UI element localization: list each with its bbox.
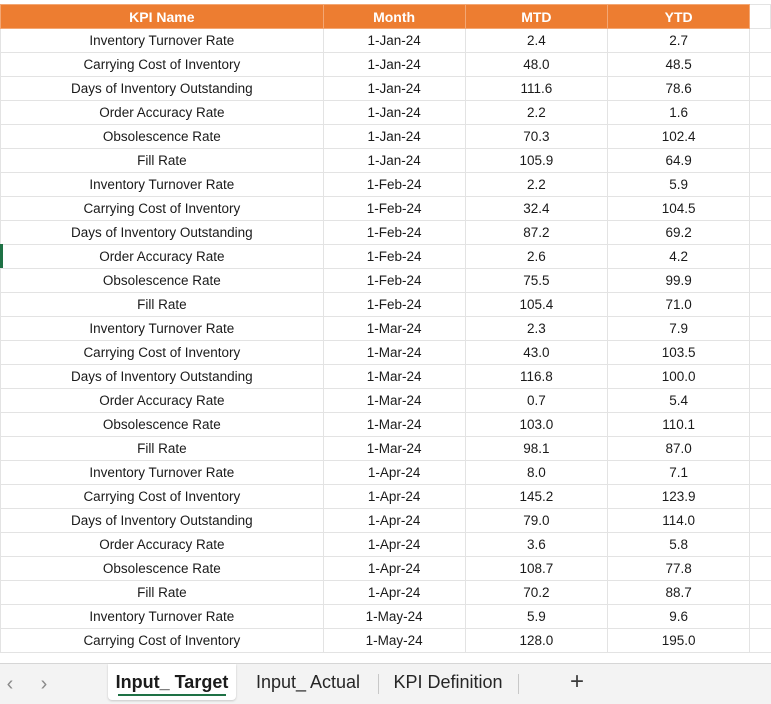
empty-cell[interactable] (750, 365, 771, 389)
kpi-name-cell[interactable]: Carrying Cost of Inventory (1, 341, 324, 365)
empty-cell[interactable] (750, 149, 771, 173)
header-ytd[interactable]: YTD (608, 5, 750, 29)
ytd-cell[interactable]: 4.2 (608, 245, 750, 269)
mtd-cell[interactable]: 105.9 (465, 149, 608, 173)
month-cell[interactable]: 1-May-24 (323, 605, 465, 629)
mtd-cell[interactable]: 0.7 (465, 389, 608, 413)
kpi-name-cell[interactable]: Carrying Cost of Inventory (1, 485, 324, 509)
mtd-cell[interactable]: 116.8 (465, 365, 608, 389)
row-selection-marker (0, 244, 3, 268)
mtd-cell[interactable]: 43.0 (465, 341, 608, 365)
month-cell[interactable]: 1-Apr-24 (323, 581, 465, 605)
ytd-cell[interactable]: 5.8 (608, 533, 750, 557)
mtd-cell[interactable]: 70.3 (465, 125, 608, 149)
month-cell[interactable]: 1-Mar-24 (323, 389, 465, 413)
kpi-name-cell[interactable]: Obsolescence Rate (1, 125, 324, 149)
month-cell[interactable]: 1-Mar-24 (323, 341, 465, 365)
table-row (1, 245, 771, 269)
kpi-name-cell[interactable]: Days of Inventory Outstanding (1, 509, 324, 533)
sheet-tab-bar (0, 663, 771, 704)
kpi-name-cell[interactable]: Carrying Cost of Inventory (1, 629, 324, 653)
table-row (1, 101, 771, 125)
empty-cell[interactable] (750, 509, 771, 533)
empty-cell[interactable] (750, 341, 771, 365)
empty-cell[interactable] (750, 173, 771, 197)
table-row (1, 629, 771, 653)
table-row (1, 365, 771, 389)
empty-cell[interactable] (750, 101, 771, 125)
month-cell[interactable]: 1-Apr-24 (323, 461, 465, 485)
kpi-name-cell[interactable]: Inventory Turnover Rate (1, 605, 324, 629)
empty-cell[interactable] (750, 269, 771, 293)
month-cell[interactable]: 1-Jan-24 (323, 149, 465, 173)
ytd-cell[interactable]: 103.5 (608, 341, 750, 365)
kpi-name-cell[interactable]: Fill Rate (1, 293, 324, 317)
mtd-cell[interactable]: 105.4 (465, 293, 608, 317)
kpi-name-cell[interactable]: Order Accuracy Rate (1, 101, 324, 125)
ytd-cell[interactable]: 71.0 (608, 293, 750, 317)
ytd-cell[interactable]: 114.0 (608, 509, 750, 533)
kpi-name-cell[interactable]: Order Accuracy Rate (1, 389, 324, 413)
mtd-cell[interactable]: 103.0 (465, 413, 608, 437)
header-month[interactable]: Month (323, 5, 465, 29)
empty-cell[interactable] (750, 5, 771, 29)
month-cell[interactable]: 1-Jan-24 (323, 125, 465, 149)
ytd-cell[interactable]: 123.9 (608, 485, 750, 509)
table-row (1, 77, 771, 101)
empty-cell[interactable] (750, 293, 771, 317)
kpi-name-cell[interactable]: Days of Inventory Outstanding (1, 365, 324, 389)
empty-cell[interactable] (750, 629, 771, 653)
ytd-cell[interactable]: 87.0 (608, 437, 750, 461)
ytd-cell[interactable]: 99.9 (608, 269, 750, 293)
kpi-name-cell[interactable]: Fill Rate (1, 437, 324, 461)
tab-divider (518, 674, 519, 694)
tab-label: KPI Definition (393, 672, 503, 692)
ytd-cell[interactable]: 69.2 (608, 221, 750, 245)
table-row (1, 29, 771, 53)
table-row (1, 557, 771, 581)
table-row (1, 53, 771, 77)
table-row (1, 461, 771, 485)
ytd-cell[interactable]: 48.5 (608, 53, 750, 77)
mtd-cell[interactable]: 2.2 (465, 173, 608, 197)
empty-cell[interactable] (750, 437, 771, 461)
month-cell[interactable]: 1-Mar-24 (323, 437, 465, 461)
ytd-cell[interactable]: 5.9 (608, 173, 750, 197)
mtd-cell[interactable]: 48.0 (465, 53, 608, 77)
kpi-name-cell[interactable]: Order Accuracy Rate (1, 533, 324, 557)
mtd-cell[interactable]: 87.2 (465, 221, 608, 245)
mtd-cell[interactable]: 32.4 (465, 197, 608, 221)
empty-cell[interactable] (750, 317, 771, 341)
kpi-name-cell[interactable]: Carrying Cost of Inventory (1, 197, 324, 221)
empty-cell[interactable] (750, 245, 771, 269)
kpi-name-cell[interactable]: Inventory Turnover Rate (1, 461, 324, 485)
table-row (1, 197, 771, 221)
month-cell[interactable]: 1-May-24 (323, 629, 465, 653)
chevron-left-icon[interactable]: ‹ (6, 673, 14, 695)
month-cell[interactable]: 1-Apr-24 (323, 509, 465, 533)
month-cell[interactable]: 1-Apr-24 (323, 485, 465, 509)
mtd-cell[interactable]: 108.7 (465, 557, 608, 581)
ytd-cell[interactable]: 7.1 (608, 461, 750, 485)
empty-cell[interactable] (750, 413, 771, 437)
table-row (1, 125, 771, 149)
tab-divider (378, 674, 379, 694)
empty-cell[interactable] (750, 389, 771, 413)
table-row (1, 509, 771, 533)
kpi-name-cell[interactable]: Days of Inventory Outstanding (1, 221, 324, 245)
table-row (1, 341, 771, 365)
table-header-row (1, 5, 771, 29)
empty-cell[interactable] (750, 533, 771, 557)
empty-cell[interactable] (750, 197, 771, 221)
mtd-cell[interactable]: 8.0 (465, 461, 608, 485)
month-cell[interactable]: 1-Apr-24 (323, 557, 465, 581)
kpi-name-cell[interactable]: Obsolescence Rate (1, 413, 324, 437)
tab-label: Input_ Actual (255, 672, 361, 692)
kpi-name-cell[interactable]: Inventory Turnover Rate (1, 173, 324, 197)
tab-input-actual[interactable] (248, 664, 368, 700)
month-cell[interactable]: 1-Mar-24 (323, 317, 465, 341)
month-cell[interactable]: 1-Feb-24 (323, 173, 465, 197)
kpi-name-cell[interactable]: Obsolescence Rate (1, 557, 324, 581)
empty-cell[interactable] (750, 29, 771, 53)
ytd-cell[interactable]: 100.0 (608, 365, 750, 389)
month-cell[interactable]: 1-Feb-24 (323, 197, 465, 221)
empty-cell[interactable] (750, 53, 771, 77)
empty-cell[interactable] (750, 581, 771, 605)
ytd-cell[interactable]: 64.9 (608, 149, 750, 173)
kpi-name-cell[interactable]: Inventory Turnover Rate (1, 29, 324, 53)
month-cell[interactable]: 1-Mar-24 (323, 413, 465, 437)
mtd-cell[interactable]: 98.1 (465, 437, 608, 461)
ytd-cell[interactable]: 9.6 (608, 605, 750, 629)
table-row (1, 413, 771, 437)
ytd-cell[interactable]: 78.6 (608, 77, 750, 101)
tab-label: Input_ Target (115, 672, 229, 692)
ytd-cell[interactable]: 195.0 (608, 629, 750, 653)
table-row (1, 173, 771, 197)
month-cell[interactable]: 1-Apr-24 (323, 533, 465, 557)
header-mtd[interactable]: MTD (465, 5, 608, 29)
empty-cell[interactable] (750, 77, 771, 101)
table-row (1, 149, 771, 173)
empty-cell[interactable] (750, 605, 771, 629)
table-row (1, 317, 771, 341)
table-row (1, 581, 771, 605)
month-cell[interactable]: 1-Jan-24 (323, 101, 465, 125)
mtd-cell[interactable]: 128.0 (465, 629, 608, 653)
ytd-cell[interactable]: 110.1 (608, 413, 750, 437)
mtd-cell[interactable]: 79.0 (465, 509, 608, 533)
kpi-name-cell[interactable]: Carrying Cost of Inventory (1, 53, 324, 77)
add-sheet-icon[interactable]: + (569, 668, 584, 695)
table-row (1, 605, 771, 629)
kpi-name-cell[interactable]: Fill Rate (1, 581, 324, 605)
mtd-cell[interactable]: 2.3 (465, 317, 608, 341)
mtd-cell[interactable]: 75.5 (465, 269, 608, 293)
empty-cell[interactable] (750, 485, 771, 509)
ytd-cell[interactable]: 5.4 (608, 389, 750, 413)
month-cell[interactable]: 1-Feb-24 (323, 245, 465, 269)
ytd-cell[interactable]: 104.5 (608, 197, 750, 221)
header-kpi-name[interactable]: KPI Name (1, 5, 324, 29)
table-row (1, 221, 771, 245)
empty-cell[interactable] (750, 125, 771, 149)
empty-cell[interactable] (750, 221, 771, 245)
month-cell[interactable]: 1-Feb-24 (323, 269, 465, 293)
kpi-target-table (0, 4, 771, 653)
mtd-cell[interactable]: 3.6 (465, 533, 608, 557)
ytd-cell[interactable]: 7.9 (608, 317, 750, 341)
mtd-cell[interactable]: 5.9 (465, 605, 608, 629)
ytd-cell[interactable]: 88.7 (608, 581, 750, 605)
kpi-name-cell[interactable]: Obsolescence Rate (1, 269, 324, 293)
month-cell[interactable]: 1-Feb-24 (323, 221, 465, 245)
ytd-cell[interactable]: 1.6 (608, 101, 750, 125)
ytd-cell[interactable]: 102.4 (608, 125, 750, 149)
month-cell[interactable]: 1-Jan-24 (323, 53, 465, 77)
kpi-name-cell[interactable]: Inventory Turnover Rate (1, 317, 324, 341)
ytd-cell[interactable]: 77.8 (608, 557, 750, 581)
tab-input-target[interactable] (108, 664, 236, 700)
mtd-cell[interactable]: 70.2 (465, 581, 608, 605)
table-row (1, 437, 771, 461)
empty-cell[interactable] (750, 461, 771, 485)
kpi-name-cell[interactable]: Fill Rate (1, 149, 324, 173)
mtd-cell[interactable]: 111.6 (465, 77, 608, 101)
empty-cell[interactable] (750, 557, 771, 581)
mtd-cell[interactable]: 2.4 (465, 29, 608, 53)
kpi-name-cell[interactable]: Order Accuracy Rate (1, 245, 324, 269)
month-cell[interactable]: 1-Mar-24 (323, 365, 465, 389)
table-row (1, 389, 771, 413)
month-cell[interactable]: 1-Jan-24 (323, 29, 465, 53)
table-row (1, 269, 771, 293)
month-cell[interactable]: 1-Feb-24 (323, 293, 465, 317)
active-tab-underline (118, 694, 226, 696)
table-row (1, 533, 771, 557)
tab-kpi-definition[interactable] (386, 664, 510, 700)
table-row (1, 485, 771, 509)
mtd-cell[interactable]: 2.6 (465, 245, 608, 269)
kpi-name-cell[interactable]: Days of Inventory Outstanding (1, 77, 324, 101)
mtd-cell[interactable]: 2.2 (465, 101, 608, 125)
table-row (1, 293, 771, 317)
ytd-cell[interactable]: 2.7 (608, 29, 750, 53)
month-cell[interactable]: 1-Jan-24 (323, 77, 465, 101)
mtd-cell[interactable]: 145.2 (465, 485, 608, 509)
chevron-right-icon[interactable]: › (40, 673, 48, 695)
